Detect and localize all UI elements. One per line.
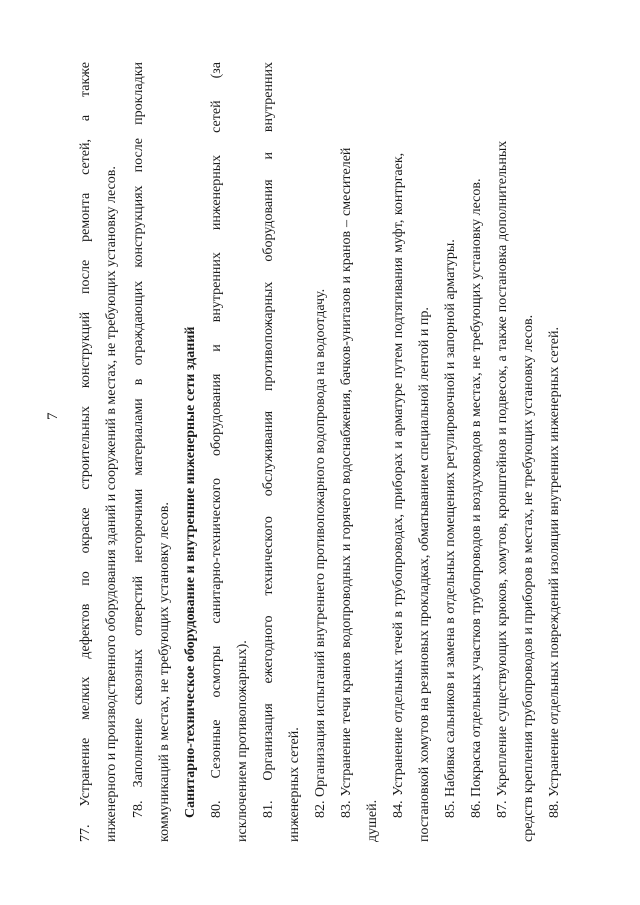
text-line: коммуникаций в местах, не требующих установку лесов. — [157, 502, 172, 842]
text-line: 87. Укрепление существующих крюков, хомутов, кронштейнов и подвесок, а также постановка дополнительных — [495, 140, 510, 818]
text-line: 83. Устранение течи кранов водопроводных и горячего водоснабжения, бачков-унитазов и кранов – смесителей — [339, 147, 354, 818]
text-line: 84. Устранение отдельных течей в трубопроводах, приборах и арматуре путем подтягивания муфт, контргаек, — [391, 152, 406, 818]
text-line: постановкой хомутов на резиновых прокладках, обматыванием специальной лентой и пр. — [417, 307, 432, 842]
text-line: средств крепления трубопроводов и приборов в местах, не требующих установку лесов. — [521, 314, 536, 842]
section-heading: Санитарно-техническое оборудование и внутренние инженерные сети зданий — [183, 326, 198, 818]
text-line: 86. Покраска отдельных участков трубопроводов и воздуховодов в местах, не требующих установку лесов. — [469, 178, 484, 818]
text-line: 88. Устранение отдельных повреждений изоляции внутренних инженерных сетей. — [547, 327, 562, 818]
text-line: 81. Организация ежегодного технического обслуживания противопожарных оборудования и внутренних — [261, 62, 276, 818]
text-line: 82. Организация испытаний внутреннего противопожарного водопровода на водоотдачу. — [313, 288, 328, 818]
text-line: душей. — [365, 799, 380, 842]
text-line: инженерных сетей. — [287, 727, 302, 842]
text-line: исключением противопожарных). — [235, 640, 250, 842]
page-number: 7 — [45, 412, 61, 420]
text-line: 85. Набивка сальников и замена в отдельных помещениях регулировочной и запорной арматуры. — [443, 239, 458, 818]
text-line: 78. Заполнение сквозных отверстий негорючими материалами в ограждающих конструкциях после прокладки — [131, 62, 146, 818]
text-line: 80. Сезонные осмотры санитарно-технического оборудования и внутренних инженерных сетей (за — [209, 62, 224, 818]
text-line: инженерного и производственного оборудования зданий и сооружений в местах, не требующих установку лесов. — [104, 166, 119, 842]
text-line: 77. Устранение мелких дефектов по окраске строительных конструкций после ремонта сетей, а также — [78, 62, 93, 842]
